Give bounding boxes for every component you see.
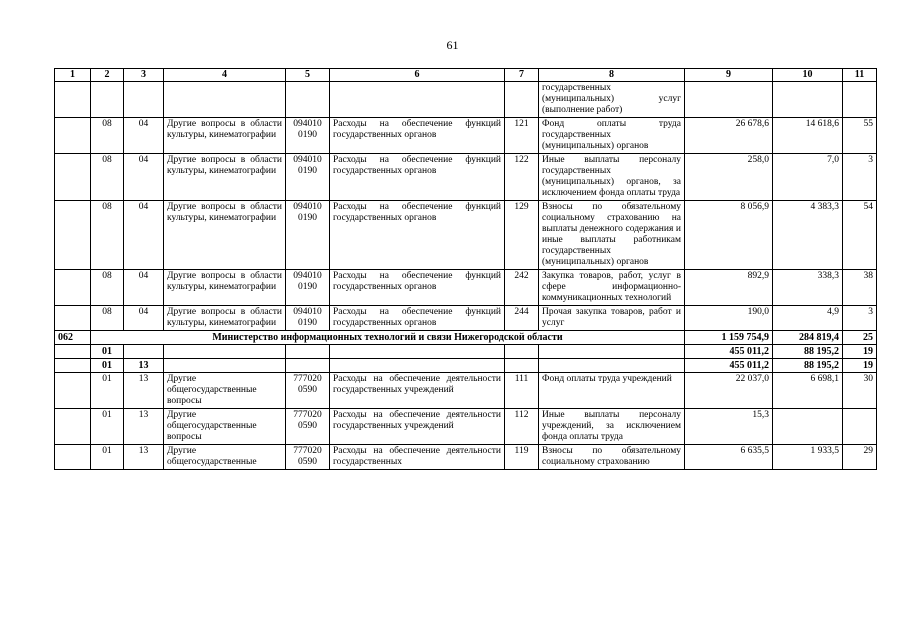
cell-section: 01 [91,409,124,445]
cell-target-code: 094010 0190 [286,306,330,331]
cell-section-name: Другие общегосударственные [164,445,286,470]
cell-expense-type: 244 [505,306,539,331]
cell-percent: 38 [843,270,877,306]
section-actual: 88 195,2 [773,345,843,359]
empty-cell [124,345,164,359]
cell-plan: 892,9 [685,270,773,306]
ministry-percent: 25 [843,331,877,345]
col-header-11: 11 [843,69,877,82]
cell-target-name: Расходы на обеспечение функций государственных органов [330,154,505,201]
budget-table [54,68,877,470]
cell-actual: 7,0 [773,154,843,201]
empty-cell [286,345,330,359]
subsection-code: 13 [124,359,164,373]
col-header-1: 1 [55,69,91,82]
table-row [55,373,877,409]
cell-section: 01 [91,373,124,409]
cell-percent: 54 [843,201,877,270]
cell-target-name: Расходы на обеспечение деятельности государственных учреждений [330,373,505,409]
empty-cell [505,359,539,373]
cell-actual: 1 933,5 [773,445,843,470]
empty-cell [505,345,539,359]
cell-expense-name: Прочая закупка товаров, работ и услуг [539,306,685,331]
cell-target-name [330,82,505,118]
ministry-actual: 284 819,4 [773,331,843,345]
cell-actual [773,82,843,118]
table-row [55,306,877,331]
cell-percent [843,82,877,118]
cell-target-name: Расходы на обеспечение функций государственных органов [330,201,505,270]
cell-target-name: Расходы на обеспечение функций государственных органов [330,118,505,154]
cell-actual: 6 698,1 [773,373,843,409]
table-row [55,445,877,470]
section-percent: 19 [843,345,877,359]
cell-plan: 15,3 [685,409,773,445]
cell-target-code: 777020 0590 [286,445,330,470]
cell-expense-name: Иные выплаты персоналу учреждений, за исключением фонда оплаты труда [539,409,685,445]
cell-section: 08 [91,201,124,270]
cell-target-code: 094010 0190 [286,270,330,306]
cell-target-code: 094010 0190 [286,201,330,270]
cell-subsection: 13 [124,373,164,409]
ministry-plan: 1 159 754,9 [685,331,773,345]
cell-expense-name: Взносы по обязательному социальному страхованию на выплаты денежного содержания и иные выплаты работникам государственных (муниципальных) органов [539,201,685,270]
cell-subsection: 04 [124,154,164,201]
cell-target-name: Расходы на обеспечение функций государственных органов [330,270,505,306]
cell-rz [55,201,91,270]
cell-percent: 29 [843,445,877,470]
subsection-row [55,359,877,373]
table-row [55,154,877,201]
cell-plan: 26 678,6 [685,118,773,154]
cell-section-name: Другие общегосударственные вопросы [164,409,286,445]
cell-actual: 14 618,6 [773,118,843,154]
cell-expense-type: 121 [505,118,539,154]
table-row [55,270,877,306]
cell-section [91,82,124,118]
ministry-code: 062 [55,331,91,345]
cell-rz [55,154,91,201]
cell-plan: 22 037,0 [685,373,773,409]
empty-cell [539,345,685,359]
cell-rz [55,306,91,331]
empty-cell [164,359,286,373]
col-header-5: 5 [286,69,330,82]
cell-section: 08 [91,270,124,306]
cell-subsection: 04 [124,118,164,154]
cell-plan: 190,0 [685,306,773,331]
col-header-10: 10 [773,69,843,82]
cell-expense-name: Фонд оплаты труда учреждений [539,373,685,409]
cell-actual [773,409,843,445]
cell-section-name: Другие вопросы в области культуры, кинематографии [164,270,286,306]
empty-cell [330,359,505,373]
cell-rz [55,445,91,470]
cell-section: 08 [91,118,124,154]
empty-cell [539,359,685,373]
cell-target-code: 777020 0590 [286,373,330,409]
cell-expense-name: Закупка товаров, работ, услуг в сфере информационно-коммуникационных технологий [539,270,685,306]
col-header-2: 2 [91,69,124,82]
header-row [55,69,877,82]
empty-cell [286,359,330,373]
table-row [55,82,877,118]
cell-section-name [164,82,286,118]
cell-subsection: 04 [124,270,164,306]
cell-percent [843,409,877,445]
section-code: 01 [91,345,124,359]
subsection-section-code: 01 [91,359,124,373]
cell-section-name: Другие вопросы в области культуры, кинематографии [164,201,286,270]
cell-section: 08 [91,154,124,201]
cell-expense-type: 111 [505,373,539,409]
cell-target-name: Расходы на обеспечение деятельности государственных учреждений [330,409,505,445]
col-header-7: 7 [505,69,539,82]
col-header-3: 3 [124,69,164,82]
cell-plan: 6 635,5 [685,445,773,470]
cell-section-name: Другие вопросы в области культуры, кинематографии [164,118,286,154]
cell-percent: 55 [843,118,877,154]
cell-plan: 8 056,9 [685,201,773,270]
subsection-plan: 455 011,2 [685,359,773,373]
cell-actual: 338,3 [773,270,843,306]
cell-percent: 30 [843,373,877,409]
cell-expense-name: Фонд оплаты труда государственных (муниципальных) органов [539,118,685,154]
ministry-row [55,331,877,345]
cell-section: 08 [91,306,124,331]
cell-expense-name: государственных (муниципальных) услуг (выполнение работ) [539,82,685,118]
empty-cell [55,345,91,359]
cell-percent: 3 [843,306,877,331]
subsection-percent: 19 [843,359,877,373]
cell-rz [55,118,91,154]
col-header-6: 6 [330,69,505,82]
cell-expense-type: 119 [505,445,539,470]
empty-cell [55,359,91,373]
cell-subsection: 04 [124,201,164,270]
table-row [55,201,877,270]
cell-section-name: Другие вопросы в области культуры, кинематографии [164,306,286,331]
cell-rz [55,373,91,409]
col-header-4: 4 [164,69,286,82]
cell-subsection: 04 [124,306,164,331]
cell-expense-type [505,82,539,118]
cell-expense-type: 242 [505,270,539,306]
cell-target-name: Расходы на обеспечение деятельности государственных [330,445,505,470]
cell-section: 01 [91,445,124,470]
cell-target-name: Расходы на обеспечение функций государственных органов [330,306,505,331]
col-header-9: 9 [685,69,773,82]
cell-target-code: 094010 0190 [286,154,330,201]
subsection-actual: 88 195,2 [773,359,843,373]
table-row [55,409,877,445]
cell-actual: 4 383,3 [773,201,843,270]
cell-expense-name: Иные выплаты персоналу государственных (муниципальных) органов, за исключением фонда оплаты труда [539,154,685,201]
cell-expense-type: 112 [505,409,539,445]
cell-expense-type: 122 [505,154,539,201]
cell-expense-type: 129 [505,201,539,270]
col-header-8: 8 [539,69,685,82]
cell-percent: 3 [843,154,877,201]
empty-cell [164,345,286,359]
section-plan: 455 011,2 [685,345,773,359]
cell-plan: 258,0 [685,154,773,201]
cell-rz [55,82,91,118]
cell-actual: 4,9 [773,306,843,331]
section-row [55,345,877,359]
cell-section-name: Другие общегосударственные вопросы [164,373,286,409]
cell-target-code: 777020 0590 [286,409,330,445]
cell-target-code: 094010 0190 [286,118,330,154]
cell-target-code [286,82,330,118]
cell-subsection: 13 [124,409,164,445]
cell-section-name: Другие вопросы в области культуры, кинематографии [164,154,286,201]
cell-plan [685,82,773,118]
table-row [55,118,877,154]
page-number: 61 [446,38,459,52]
empty-cell [330,345,505,359]
cell-rz [55,409,91,445]
cell-rz [55,270,91,306]
ministry-title: Министерство информационных технологий и связи Нижегородской области [91,331,685,345]
cell-subsection: 13 [124,445,164,470]
cell-expense-name: Взносы по обязательному социальному страхованию [539,445,685,470]
cell-subsection [124,82,164,118]
